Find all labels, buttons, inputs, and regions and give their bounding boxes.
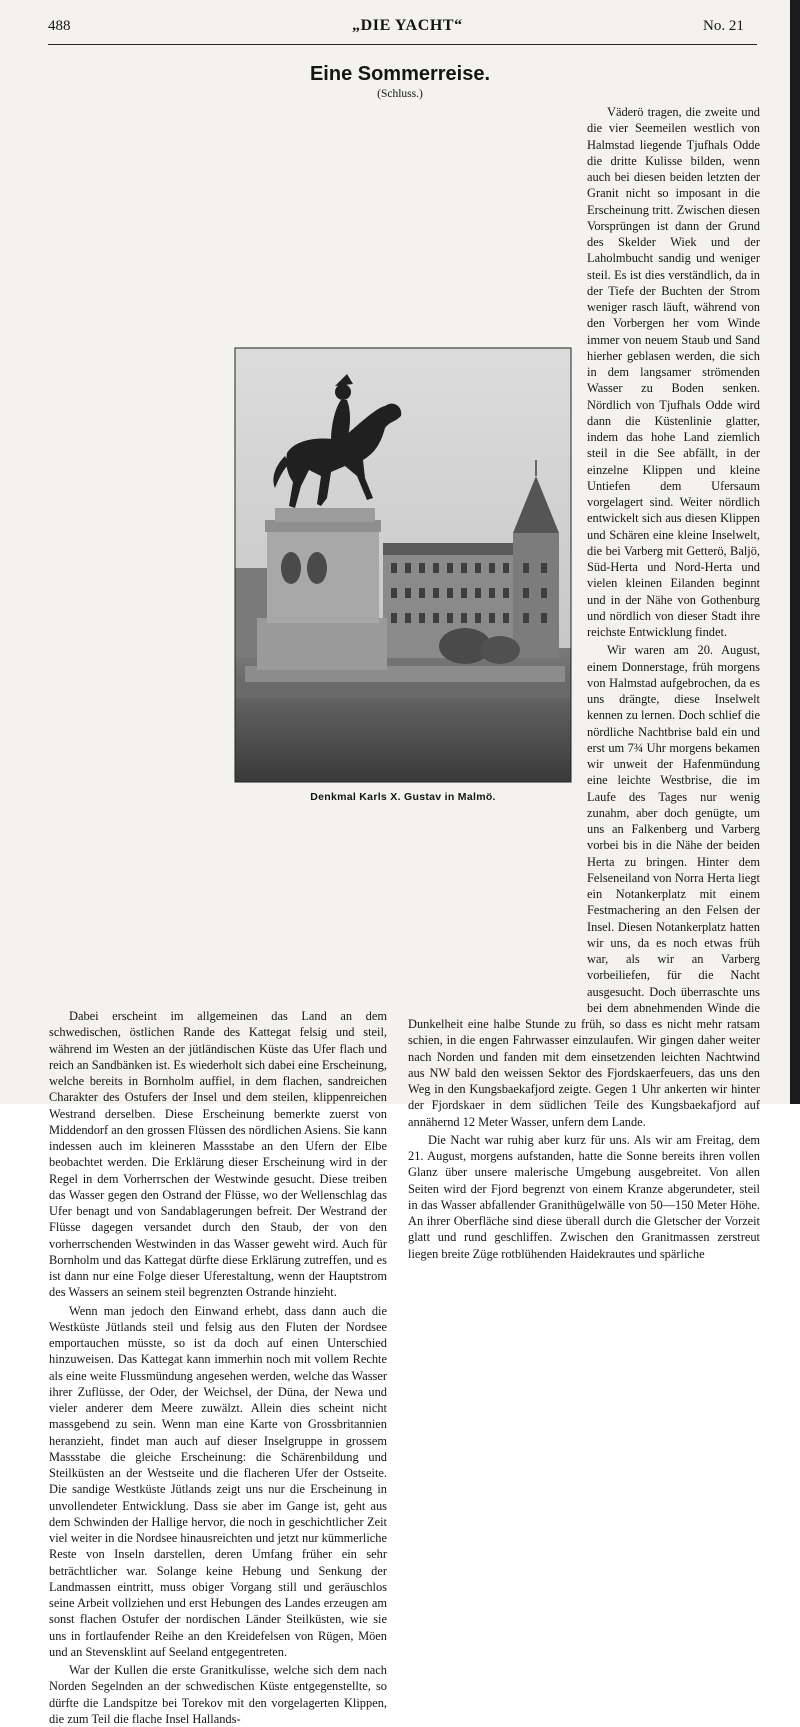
left-paragraph-1: Dabei erscheint im allgemeinen das Land an dem schwedischen, östlichen Rande des Kattegat felsig und steil, während im Westen an der jütländischen Küste das Ufer flach und reich an Sandbänken ist. Es wiederholt sich dabei eine Erscheinung, welche bereits in Bornholm auffiel, in dem flachen, sandreichen Charakter des Ostufers der Insel und dem steilen, klippenreichen Westrand derselben. Diese Erscheinung bemerkte zuerst von Middendorf an den grossen Flüssen des nördlichen Asiens. Sie kann indessen auch im kleineren Massstabe an den Ufern der Elbe beobachtet werden. Die Erklärung dieser Erscheinung wird in der Regel in dem Vorherrschen der Westwinde gesucht. Diese treiben das Wasser gegen den Ostrand der Flüsse, wo der Wellenschlag das Ufer benagt und von Sandablagerungen befreit. Der Westrand der Flüsse dagegen versandet durch den Staub, der von den vorherrschenden Westwinden in das Wasser geweht wird. Auch für Bornholm und das Kattegat dürfte diese Erklärung zutreffen, und es ist dann nur eine Folge dieser Uferestaltung, wenn der Hauptstrom des Wassers an seinem steil begrenzten Ostrande hinzieht. [49, 1009, 387, 1300]
journal-title: „DIE YACHT“ [352, 17, 463, 34]
article-subtitle: (Schluss.) [377, 88, 423, 100]
figure-caption: Denkmal Karls X. Gustav in Malmö. [310, 791, 496, 803]
scan-edge [790, 0, 800, 1104]
right-paragraph-3: Die Nacht war ruhig aber kurz für uns. Als wir am Freitag, dem 21. August, morgens aufstanden, hatte die Sonne bereits ihren vollen Glanz über unsere malerische Umgebung ausgebreitet. Von allen Seiten wird der Fjord begrenzt von einem Kranze abgerundeter, steil in das Wasser abfallender Granithügelwälle von 50—150 Meter Höhe. An ihrer Oberfläche sind diese überall durch die Gletscher der Vorzeit glatt und rund geschliffen. Zwischen den Granitmassen zerstreut liegen breite Züge rotblühenden Haidekrautes und spärliche [408, 1132, 760, 1261]
right-paragraph-1: Väderö tragen, die zweite und die vier Seemeilen westlich von Halmstad liegende Tjufhals Odde die dritte Kulisse bilden, wenn auch bei diesen beiden letzten der Granit nicht so imposant in die Erscheinung tritt. Zwischen diesen Vorsprüngen ist dann der Grund des Skelder Wiek und der Laholmbucht sandig und weniger steil. Es ist dies verständlich, da in der Tiefe der Buchten der Strom weniger rasch läuft, während von den Vorbergen her vom Winde immer von neuem Staub und Sand hierher geblasen werden, die sich in dem langsamer strömenden Wasser zu Boden senken. Nördlich von Tjufhals Odde wird dann die Küstenlinie glatter, indem das hohe Land ziemlich steil in die See abfällt, in der einzelne Klippen und kleine Untiefen dem Ufersaum vorgelagert sind. Weiter nördlich entwickelt sich aus diesen Klippen und Schären eine kleine Inselwelt, die bei Varberg mit Getterö, Baljö, Süd-Herta und Nord-Herta und vielen kleinen Eilanden beginnt und in der Nähe von Gothenburg und nördlich von dieser Stadt ihre reichste Entwicklung findet. [587, 105, 760, 639]
right-paragraph-2: Wir waren am 20. August, einem Donnerstage, früh morgens von Halmstad aufgebrochen, da es uns drängte, diese Inselwelt kennen zu lernen. Doch schlief die nördliche Nachtbrise bald ein und erst um 7¾ Uhr morgens bekamen wir unweit der Hafenmündung eine leichte Westbrise, die im Laufe des Tages nur wenig zunahm, aber doch genügte, um uns an Falkenberg und Varberg vorbei bis in die Nähe der beiden Herta zu bringen. Hinter dem Felseneiland von Norra Herta liegt ein Notankerplatz mit einem Festmachering an den Felsen der Insel. Diesen Notankerplatz hatten wir uns, da es noch etwas früh war, als wir an Varberg vorbeiliefen, für die Nacht ausgesucht. Doch überraschte uns bei dem abnehmenden Winde die Dunkelheit eine halbe Stunde zu früh, so dass es nicht mehr ratsam schien, in die engen Fahrwasser einzulaufen. Wir gingen daher weiter nach Norden und fanden mit dem einsetzenden leichten Nachtwind aus NW bald den weissen Sektor des Fjordskaerfeuers, das uns den Weg in den Kungsbaekafjord zeigte. Gegen 1 Uhr ankerten wir hinter der Fjordskaer in dem südlichen Teile des Kungsbaekafjord auf annähernd 12 Meter Wasser, unfern dem Lande. [408, 643, 760, 1129]
page-header [0, 0, 790, 46]
header-rule [48, 44, 757, 45]
monument-photo [235, 348, 571, 782]
issue-number: No. 21 [703, 18, 744, 34]
page-number: 488 [48, 18, 71, 34]
article-title: Eine Sommerreise. [309, 63, 491, 85]
left-paragraph-2: Wenn man jedoch den Einwand erhebt, dass dann auch die Westküste Jütlands steil und felsig aus den Fluten der Nordsee emportauchen müsste, so ist da doch auf einen Unterschied hinzuweisen. Das Kattegat kann immerhin noch mit vollem Rechte als eine weite Flussmündung angesehen werden, welche das Wasser ihrer Zuflüsse, der Oder, der Weichsel, der Düna, der Newa und vieler anderer dem Meere zuwälzt. Allein dies scheint nicht massgebend zu sein. Wenn man eine Karte von Grossbritannien heranzieht, findet man auch auf dieser Inselgruppe in grossem Massstabe die gleiche Erscheinung: die Schärenbildung und Steilküsten an der Westseite und die flacheren Ufer der Ostseite. Die sandige Westküste Jütlands zeigt uns nur die Erscheinung in unvollendeter Entwicklung. Dass sie aber im Gange ist, geht aus dem Schwinden der Hallige hervor, die noch in geschichtlicher Zeit viel weiter in die Nordsee hinausreichten und jetzt nur kümmerliche Reste von Inseln darstellen, deren Umfang früher ein sehr beträchtlicher war. Solange keine Hebung und Senkung der Landmassen eintritt, muss obiger Vorgang still und geräuschlos seine Arbeit vollziehen und erst Hebungen des Landes erzeugen am sonst flachen Ostufer der nordischen Länder Steilküsten, wie sie uns in fortlaufender Reihe an den Kreidefelsen von Rügen, Möen und an Stevensklint auf Seeland entgegentreten. [49, 1303, 387, 1659]
left-paragraph-3: War der Kullen die erste Granitkulisse, welche sich dem nach Norden Segelnden an der schwedischen Küste entgegenstellte, so dürfte die Landspitze bei Torekov mit den vorgelagerten Klippen, die zum Teil die flache Insel Hallands- [49, 1663, 387, 1726]
